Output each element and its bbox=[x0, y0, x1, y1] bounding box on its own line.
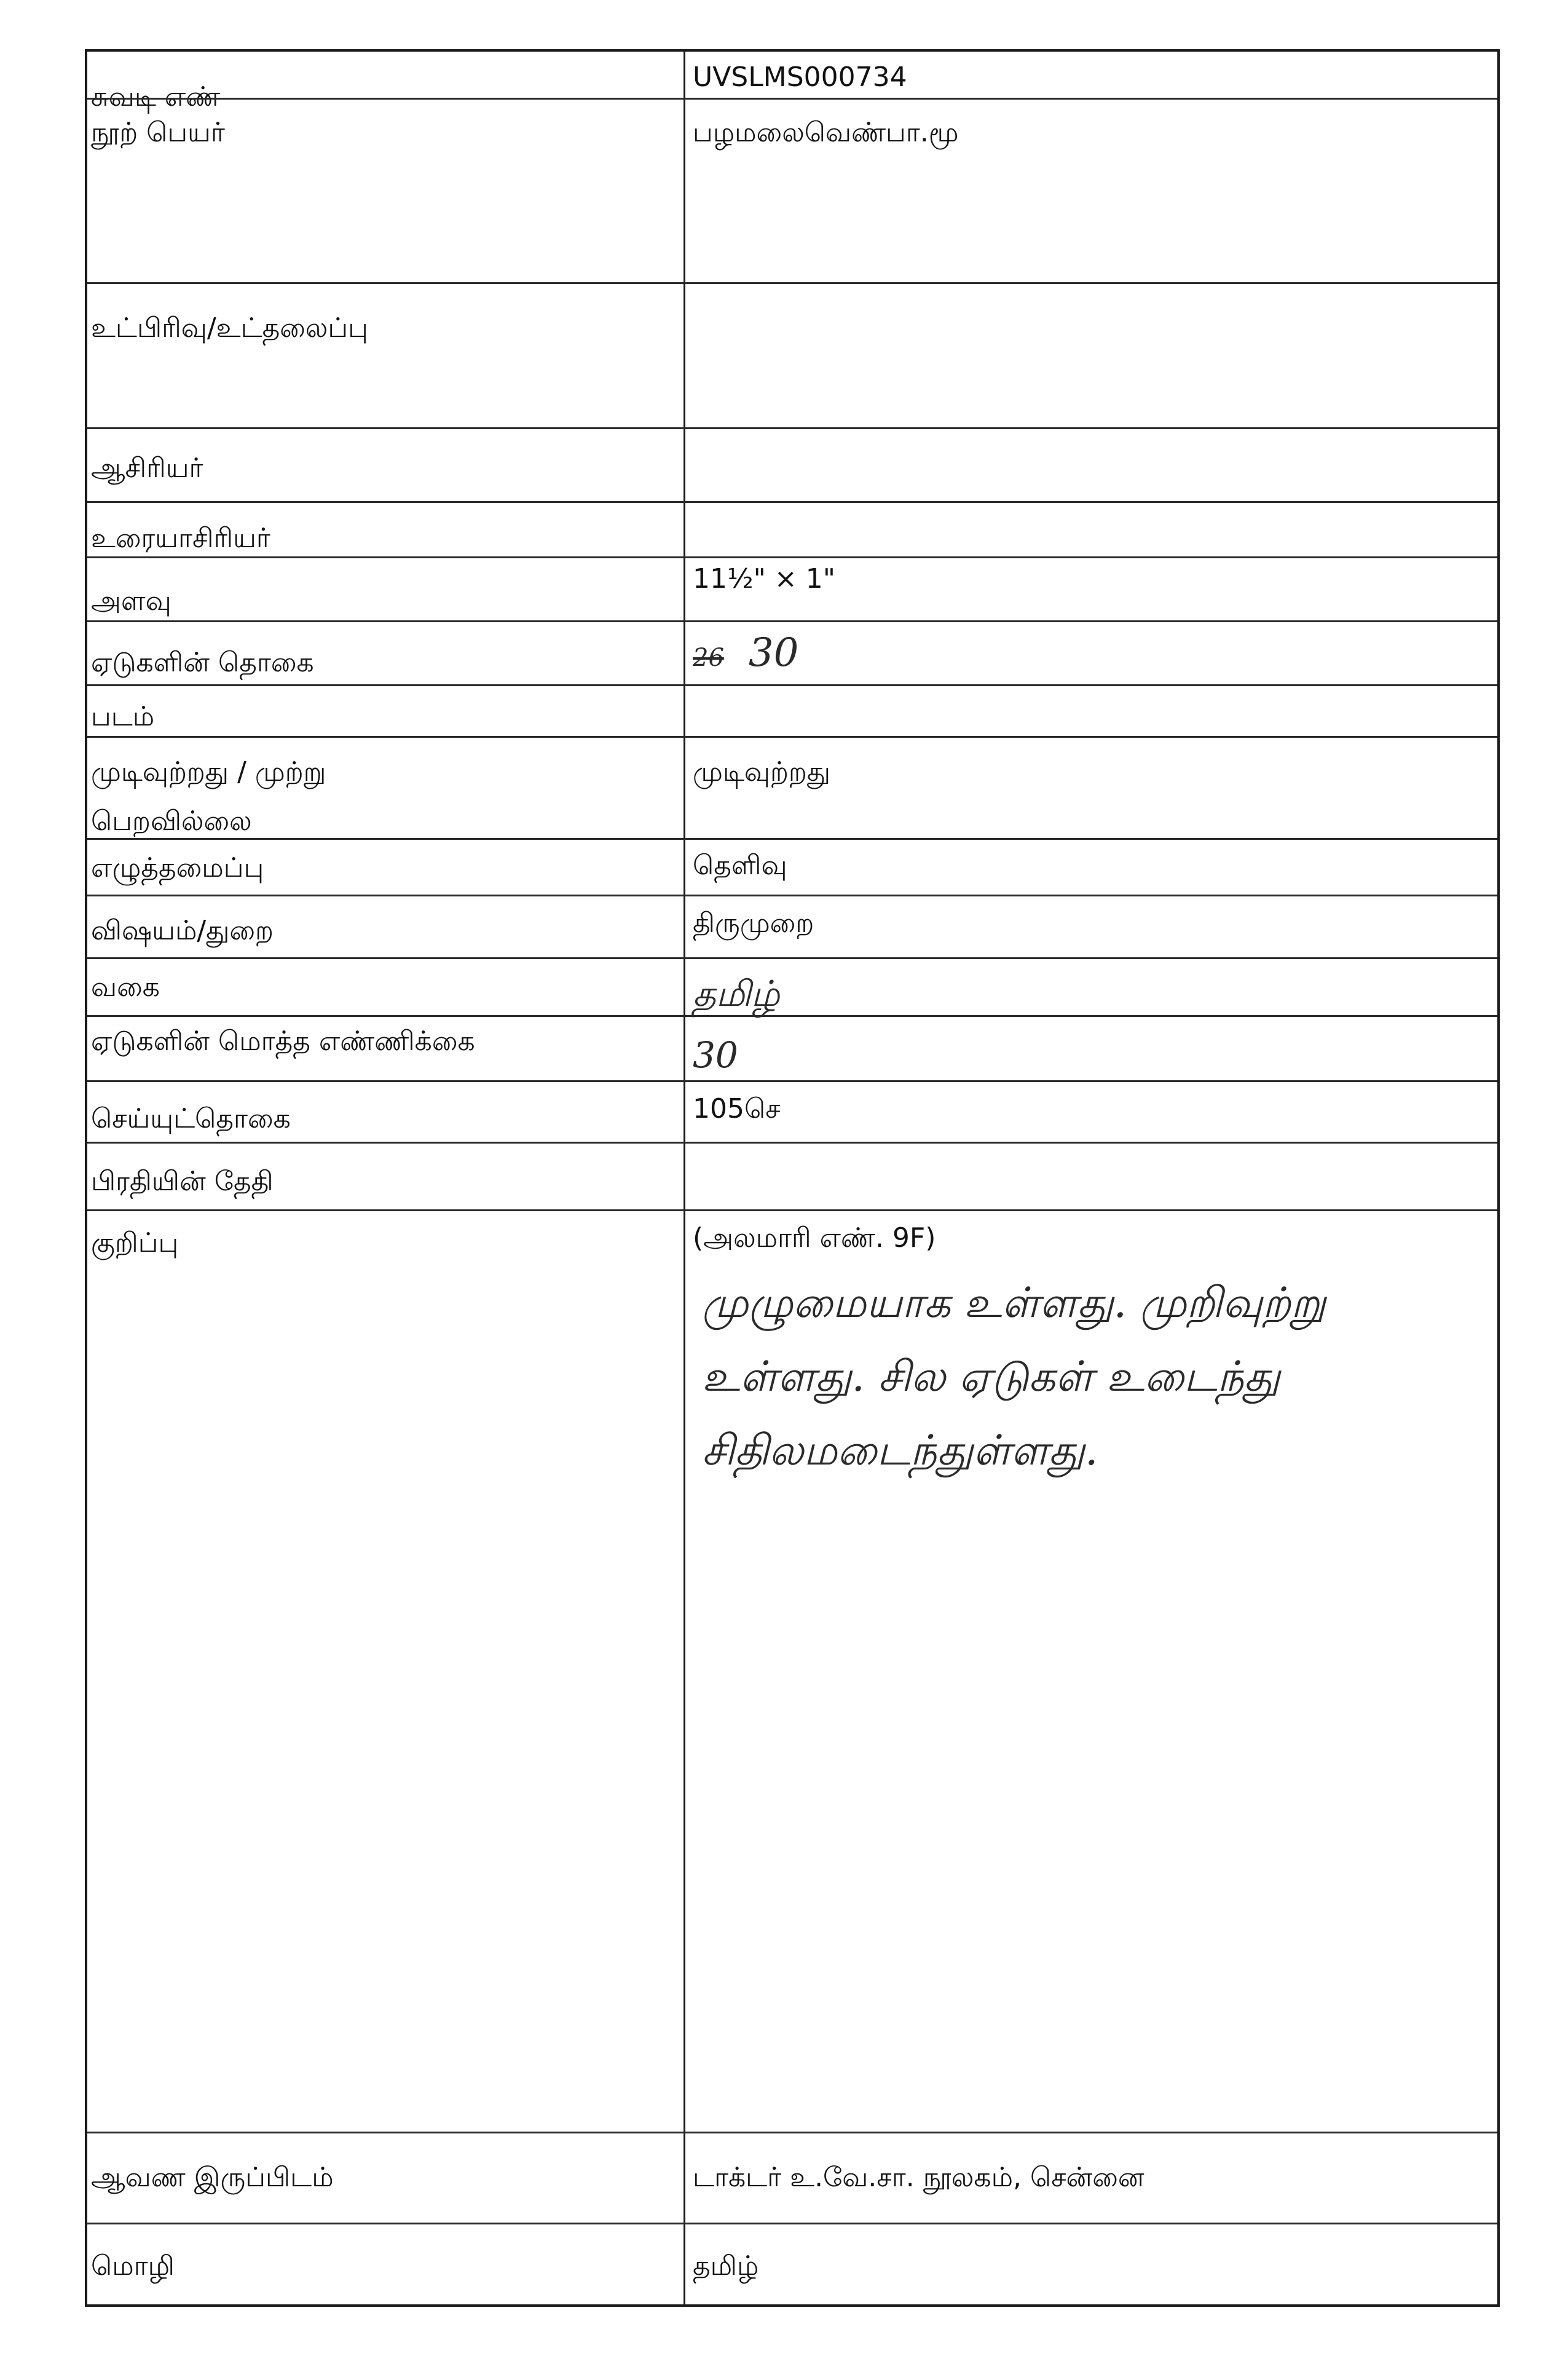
field-label-continued: பெறவில்லை bbox=[91, 805, 252, 837]
field-label: குறிப்பு bbox=[91, 1227, 179, 1259]
field-value bbox=[693, 630, 1492, 676]
row-image bbox=[87, 686, 1497, 738]
field-label: ஆவண இருப்பிடம் bbox=[91, 2162, 334, 2193]
row-category bbox=[87, 959, 1497, 1017]
field-label: வகை bbox=[91, 971, 160, 1003]
row-total-leaves bbox=[87, 1017, 1497, 1082]
field-label: உரையாசிரியர் bbox=[91, 523, 270, 554]
field-value: தெளிவு bbox=[693, 850, 787, 881]
field-label: ஏடுகளின் மொத்த எண்ணிக்கை bbox=[91, 1026, 475, 1057]
row-repository bbox=[87, 2133, 1497, 2224]
field-value-handwritten: தமிழ் bbox=[693, 973, 780, 1014]
row-divider bbox=[87, 98, 1497, 100]
struck-value: 26 bbox=[693, 644, 724, 672]
field-value: டாக்டர் உ.வே.சா. நூலகம், சென்னை bbox=[693, 2162, 1144, 2193]
field-label: நூற் பெயர் bbox=[91, 117, 225, 148]
field-label: உட்பிரிவு/உட்தலைப்பு bbox=[91, 312, 368, 344]
field-value: 11½" × 1" bbox=[693, 563, 835, 595]
row-copy-date bbox=[87, 1144, 1497, 1211]
field-label: விஷயம்/துறை bbox=[91, 915, 274, 946]
field-label: படம் bbox=[91, 701, 155, 732]
row-book-name bbox=[87, 108, 1497, 284]
row-completion bbox=[87, 738, 1497, 840]
row-subdivision bbox=[87, 284, 1497, 429]
field-value: UVSLMS000734 bbox=[693, 61, 907, 93]
field-value-handwritten: 30 bbox=[693, 1034, 738, 1076]
field-label: செய்யுட்தொகை bbox=[91, 1103, 291, 1134]
row-verse-count bbox=[87, 1082, 1497, 1144]
field-value: 105செ bbox=[693, 1093, 781, 1125]
row-size bbox=[87, 558, 1497, 622]
row-commentator bbox=[87, 503, 1497, 558]
field-label: சுவடி எண் bbox=[91, 81, 221, 113]
field-value: தமிழ் bbox=[693, 2250, 759, 2282]
row-note bbox=[87, 1211, 1497, 2133]
row-author bbox=[87, 429, 1497, 503]
row-language bbox=[87, 2224, 1497, 2304]
field-label: பிரதியின் தேதி bbox=[91, 1166, 274, 1197]
field-label: எழுத்தமைப்பு bbox=[91, 852, 264, 884]
field-label: ஏடுகளின் தொகை bbox=[91, 647, 314, 678]
shelf-number: (அலமாரி எண். 9F) bbox=[693, 1222, 936, 1254]
row-manuscript-number bbox=[87, 52, 1497, 113]
row-subject bbox=[87, 896, 1497, 959]
field-label: முடிவுற்றது / முற்று bbox=[91, 756, 326, 788]
field-label: ஆசிரியர் bbox=[91, 453, 203, 484]
row-script bbox=[87, 840, 1497, 896]
handwritten-note: முழுமையாக உள்ளது. முறிவுற்று உள்ளது. சில ஏடுகள் உடைந்து சிதிலமடைந்துள்ளது. bbox=[702, 1279, 1326, 1475]
catalog-form bbox=[85, 49, 1500, 2307]
field-value: முடிவுற்றது bbox=[693, 756, 831, 788]
field-value: பழமலைவெண்பா.மூ bbox=[693, 117, 959, 148]
row-leaf-count bbox=[87, 622, 1497, 686]
handwritten-value: 30 bbox=[748, 630, 799, 676]
field-value: திருமுறை bbox=[693, 907, 814, 939]
field-label: மொழி bbox=[91, 2250, 175, 2282]
field-label: அளவு bbox=[91, 585, 171, 617]
